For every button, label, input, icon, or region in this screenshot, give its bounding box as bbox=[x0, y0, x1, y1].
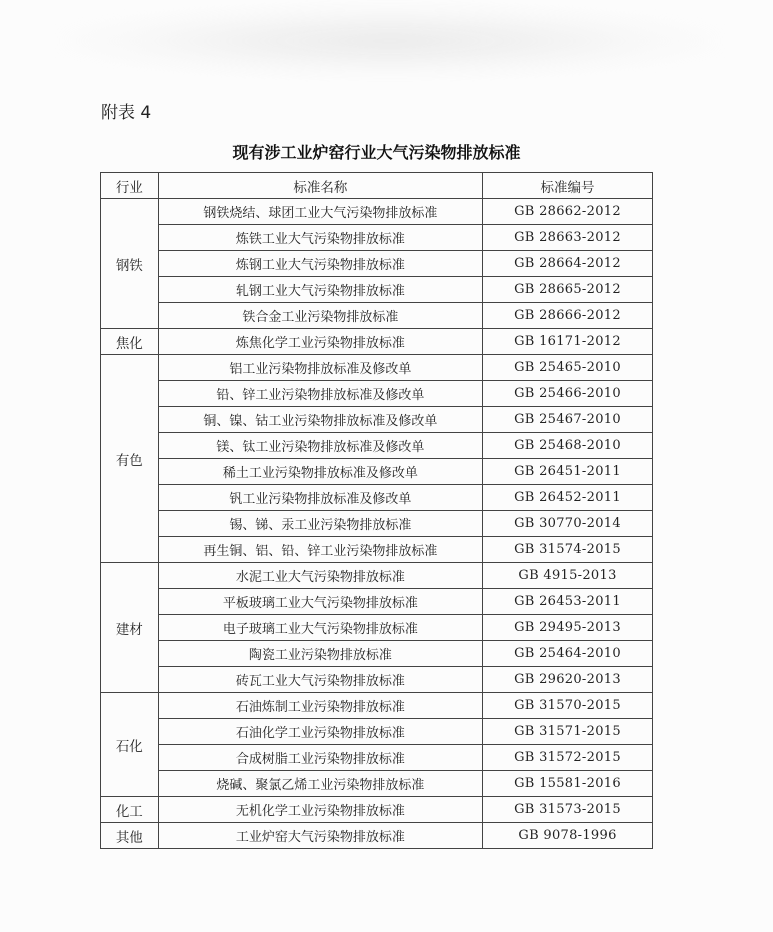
standard-name-cell: 无机化学工业污染物排放标准 bbox=[158, 797, 482, 823]
standard-name-cell: 砖瓦工业大气污染物排放标准 bbox=[158, 667, 482, 693]
standard-code-cell: GB 31570-2015 bbox=[483, 693, 653, 719]
standard-code-cell: GB 31573-2015 bbox=[483, 797, 653, 823]
standard-code-cell: GB 4915-2013 bbox=[483, 563, 653, 589]
standard-code-cell: GB 29620-2013 bbox=[483, 667, 653, 693]
standard-name-cell: 再生铜、铝、铅、锌工业污染物排放标准 bbox=[158, 537, 482, 563]
table-row bbox=[101, 355, 653, 381]
standard-name-cell: 合成树脂工业污染物排放标准 bbox=[158, 745, 482, 771]
table-row bbox=[101, 693, 653, 719]
header-industry: 行业 bbox=[101, 173, 159, 199]
table-row bbox=[101, 563, 653, 589]
table-row bbox=[101, 823, 653, 849]
table-row bbox=[101, 329, 653, 355]
standard-code-cell: GB 28663-2012 bbox=[483, 225, 653, 251]
standard-code-cell: GB 29495-2013 bbox=[483, 615, 653, 641]
standard-code-cell: GB 30770-2014 bbox=[483, 511, 653, 537]
standard-code-cell: GB 28665-2012 bbox=[483, 277, 653, 303]
header-standard-code: 标准编号 bbox=[483, 173, 653, 199]
standard-name-cell: 锡、锑、汞工业污染物排放标准 bbox=[158, 511, 482, 537]
standard-name-cell: 钢铁烧结、球团工业大气污染物排放标准 bbox=[158, 199, 482, 225]
standard-code-cell: GB 9078-1996 bbox=[483, 823, 653, 849]
standard-code-cell: GB 31574-2015 bbox=[483, 537, 653, 563]
industry-cell: 石化 bbox=[101, 693, 159, 797]
standard-name-cell: 烧碱、聚氯乙烯工业污染物排放标准 bbox=[158, 771, 482, 797]
standard-name-cell: 陶瓷工业污染物排放标准 bbox=[158, 641, 482, 667]
standard-code-cell: GB 31572-2015 bbox=[483, 745, 653, 771]
standard-name-cell: 炼铁工业大气污染物排放标准 bbox=[158, 225, 482, 251]
standard-code-cell: GB 28662-2012 bbox=[483, 199, 653, 225]
industry-cell: 其他 bbox=[101, 823, 159, 849]
standard-code-cell: GB 28664-2012 bbox=[483, 251, 653, 277]
standard-name-cell: 钒工业污染物排放标准及修改单 bbox=[158, 485, 482, 511]
standard-code-cell: GB 26453-2011 bbox=[483, 589, 653, 615]
industry-cell: 建材 bbox=[101, 563, 159, 693]
table-row bbox=[101, 381, 653, 407]
standard-code-cell: GB 26451-2011 bbox=[483, 459, 653, 485]
table-row bbox=[101, 589, 653, 615]
standard-code-cell: GB 28666-2012 bbox=[483, 303, 653, 329]
appendix-label: 附表 4 bbox=[101, 103, 152, 123]
table-row bbox=[101, 667, 653, 693]
standard-name-cell: 炼钢工业大气污染物排放标准 bbox=[158, 251, 482, 277]
table-row bbox=[101, 511, 653, 537]
table-row bbox=[101, 225, 653, 251]
standard-code-cell: GB 15581-2016 bbox=[483, 771, 653, 797]
standard-code-cell: GB 26452-2011 bbox=[483, 485, 653, 511]
industry-cell: 钢铁 bbox=[101, 199, 159, 329]
table-row bbox=[101, 719, 653, 745]
standards-table bbox=[100, 172, 653, 849]
standard-name-cell: 铜、镍、钴工业污染物排放标准及修改单 bbox=[158, 407, 482, 433]
standard-name-cell: 轧钢工业大气污染物排放标准 bbox=[158, 277, 482, 303]
table-row bbox=[101, 199, 653, 225]
table-row bbox=[101, 459, 653, 485]
table-row bbox=[101, 745, 653, 771]
standard-name-cell: 炼焦化学工业污染物排放标准 bbox=[158, 329, 482, 355]
table-row bbox=[101, 303, 653, 329]
standard-name-cell: 电子玻璃工业大气污染物排放标准 bbox=[158, 615, 482, 641]
scan-smudge bbox=[60, 6, 720, 76]
standard-code-cell: GB 25467-2010 bbox=[483, 407, 653, 433]
header-standard-name: 标准名称 bbox=[158, 173, 482, 199]
standard-name-cell: 平板玻璃工业大气污染物排放标准 bbox=[158, 589, 482, 615]
table-row bbox=[101, 641, 653, 667]
table-row bbox=[101, 537, 653, 563]
table-title: 现有涉工业炉窑行业大气污染物排放标准 bbox=[232, 143, 521, 162]
standard-name-cell: 石油化学工业污染物排放标准 bbox=[158, 719, 482, 745]
table-row bbox=[101, 251, 653, 277]
table-row bbox=[101, 407, 653, 433]
industry-cell: 化工 bbox=[101, 797, 159, 823]
industry-cell: 有色 bbox=[101, 355, 159, 563]
table-row bbox=[101, 433, 653, 459]
standard-name-cell: 水泥工业大气污染物排放标准 bbox=[158, 563, 482, 589]
table-body bbox=[101, 199, 653, 849]
standard-name-cell: 铁合金工业污染物排放标准 bbox=[158, 303, 482, 329]
table-row bbox=[101, 771, 653, 797]
table-row bbox=[101, 615, 653, 641]
standard-code-cell: GB 25464-2010 bbox=[483, 641, 653, 667]
standard-name-cell: 镁、钛工业污染物排放标准及修改单 bbox=[158, 433, 482, 459]
standard-code-cell: GB 25468-2010 bbox=[483, 433, 653, 459]
standard-code-cell: GB 25465-2010 bbox=[483, 355, 653, 381]
standard-name-cell: 稀土工业污染物排放标准及修改单 bbox=[158, 459, 482, 485]
table-row bbox=[101, 277, 653, 303]
standard-name-cell: 铝工业污染物排放标准及修改单 bbox=[158, 355, 482, 381]
standard-name-cell: 铅、锌工业污染物排放标准及修改单 bbox=[158, 381, 482, 407]
standard-code-cell: GB 25466-2010 bbox=[483, 381, 653, 407]
standard-name-cell: 工业炉窑大气污染物排放标准 bbox=[158, 823, 482, 849]
industry-cell: 焦化 bbox=[101, 329, 159, 355]
standard-name-cell: 石油炼制工业污染物排放标准 bbox=[158, 693, 482, 719]
table-row bbox=[101, 797, 653, 823]
standard-code-cell: GB 31571-2015 bbox=[483, 719, 653, 745]
standard-code-cell: GB 16171-2012 bbox=[483, 329, 653, 355]
table-header-row bbox=[101, 173, 653, 199]
table-row bbox=[101, 485, 653, 511]
